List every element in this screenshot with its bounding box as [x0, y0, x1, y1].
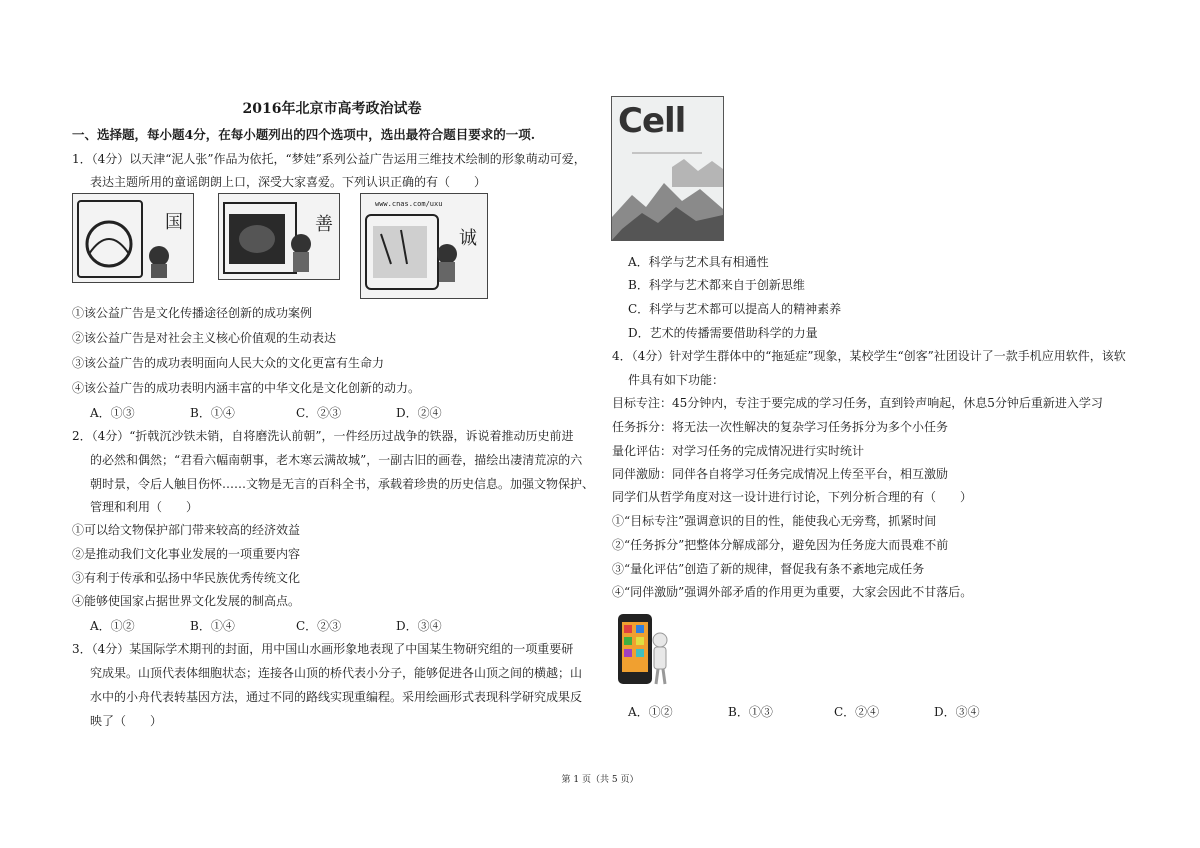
- q4-stem-line-1: 4．（4分）针对学生群体中的“拖延症”现象，某校学生“创客”社团设计了一款手机应用软件，该软: [612, 349, 1126, 363]
- q1-option-b[interactable]: B．①④: [190, 406, 235, 420]
- q2-stem-line-1: 2．（4分）“折戟沉沙铁未销，自将磨洗认前朝”，一件经历过战争的铁器，诉说着推动历史前进: [72, 429, 574, 443]
- ad-image-1: [72, 193, 194, 283]
- q3-stem-line-1: 3．（4分）某国际学术期刊的封面，用中国山水画形象地表现了中国某生物研究组的一项重要研: [72, 642, 574, 656]
- q1-option-a[interactable]: A．①③: [90, 406, 135, 420]
- q4-feature-3: 量化评估：对学习任务的完成情况进行实时统计: [612, 444, 865, 458]
- q4-option-c[interactable]: C．②④: [834, 705, 880, 719]
- q3-option-b[interactable]: B．科学与艺术都来自于创新思维: [628, 278, 805, 292]
- ad-url: www.cnas.com/uxu: [375, 200, 443, 208]
- q3-option-d[interactable]: D．艺术的传播需要借助科学的力量: [628, 326, 818, 340]
- phone-app-illustration: [614, 610, 672, 690]
- q4-option-d[interactable]: D．③④: [934, 705, 980, 719]
- q4-statement-2: ②“任务拆分”把整体分解成部分，避免因为任务庞大而畏难不前: [612, 538, 949, 552]
- q4-question: 同学们从哲学角度对这一设计进行讨论，下列分析合理的有（ ）: [612, 490, 973, 504]
- ad-char-2: 善: [315, 214, 333, 235]
- q4-feature-2: 任务拆分：将无法一次性解决的复杂学习任务拆分为多个小任务: [612, 420, 949, 434]
- q4-stem-line-2: 件具有如下功能：: [628, 373, 725, 387]
- page-footer: 第 1 页（共 5 页）: [561, 775, 639, 785]
- q4-statement-3: ③“量化评估”创造了新的规律，督促我有条不紊地完成任务: [612, 562, 925, 576]
- q3-stem-line-3: 水中的小舟代表转基因方法，通过不同的路线实现重编程。采用绘画形式表现科学研究成果反: [90, 690, 583, 704]
- ad-char-1: 国: [165, 212, 183, 233]
- q3-option-c[interactable]: C．科学与艺术都可以提高人的精神素养: [628, 302, 842, 316]
- q2-option-d[interactable]: D．③④: [396, 619, 442, 633]
- q1-stem-line-1: 1．（4分）以天津“泥人张”作品为依托，“梦娃”系列公益广告运用三维技术绘制的形象萌动可爱，: [72, 152, 586, 166]
- q2-option-b[interactable]: B．①④: [190, 619, 235, 633]
- q2-statement-1: ①可以给文物保护部门带来较高的经济效益: [72, 523, 301, 537]
- q1-option-c[interactable]: C．②③: [296, 406, 342, 420]
- q4-option-a[interactable]: A．①②: [628, 705, 673, 719]
- cell-logo: Cell: [618, 101, 686, 141]
- q1-statement-1: ①该公益广告是文化传播途径创新的成功案例: [72, 306, 313, 320]
- ad-image-3: [360, 193, 488, 299]
- q2-stem-line-4: 管理和利用（ ）: [90, 500, 199, 514]
- q2-statement-4: ④能够使国家占据世界文化发展的制高点。: [72, 594, 301, 608]
- q3-stem-line-2: 究成果。山顶代表体细胞状态；连接各山顶的桥代表小分子，能够促进各山顶之间的横越；山: [90, 666, 583, 680]
- q1-statement-4: ④该公益广告的成功表明内涵丰富的中华文化是文化创新的动力。: [72, 381, 421, 395]
- q1-statement-3: ③该公益广告的成功表明面向人民大众的文化更富有生命力: [72, 356, 385, 370]
- q2-option-a[interactable]: A．①②: [90, 619, 135, 633]
- exam-title: 2016年北京市高考政治试卷: [242, 101, 422, 117]
- ad-image-2: [218, 193, 340, 280]
- landscape-painting: [612, 97, 723, 240]
- cell-journal-cover: [611, 96, 724, 241]
- q1-statement-2: ②该公益广告是对社会主义核心价值观的生动表达: [72, 331, 337, 345]
- q4-statement-1: ①“目标专注”强调意识的目的性，能使我心无旁骛，抓紧时间: [612, 514, 937, 528]
- q4-option-b[interactable]: B．①③: [728, 705, 773, 719]
- q1-option-d[interactable]: D．②④: [396, 406, 442, 420]
- q1-stem-line-2: 表达主题所用的童谣朗朗上口，深受大家喜爱。下列认识正确的有（ ）: [90, 175, 487, 189]
- q2-option-c[interactable]: C．②③: [296, 619, 342, 633]
- q4-statement-4: ④“同伴激励”强调外部矛盾的作用更为重要，大家会因此不甘落后。: [612, 585, 973, 599]
- q3-stem-line-4: 映了（ ）: [90, 714, 163, 728]
- q2-stem-line-2: 的必然和偶然；“君看六幅南朝事，老木寒云满故城”，一副古旧的画卷，描绘出凄清荒凉的六: [90, 453, 583, 467]
- section-heading: 一、选择题，每小题4分，在每小题列出的四个选项中，选出最符合题目要求的一项.: [72, 127, 536, 142]
- q2-statement-2: ②是推动我们文化事业发展的一项重要内容: [72, 547, 301, 561]
- q2-stem-line-3: 朝时景，令后人触目伤怀……文物是无言的百科全书，承载着珍贵的历史信息。加强文物保护、: [90, 477, 595, 491]
- q2-statement-3: ③有利于传承和弘扬中华民族优秀传统文化: [72, 571, 301, 585]
- q4-feature-1: 目标专注：45分钟内，专注于要完成的学习任务，直到铃声响起，休息5分钟后重新进入学习: [612, 396, 1103, 410]
- q3-option-a[interactable]: A．科学与艺术具有相通性: [628, 255, 769, 269]
- ad-char-3: 诚: [459, 228, 477, 249]
- ad-illustration-2: [219, 194, 339, 279]
- q4-feature-4: 同伴激励：同伴各自将学习任务完成情况上传至平台，相互激励: [612, 467, 949, 481]
